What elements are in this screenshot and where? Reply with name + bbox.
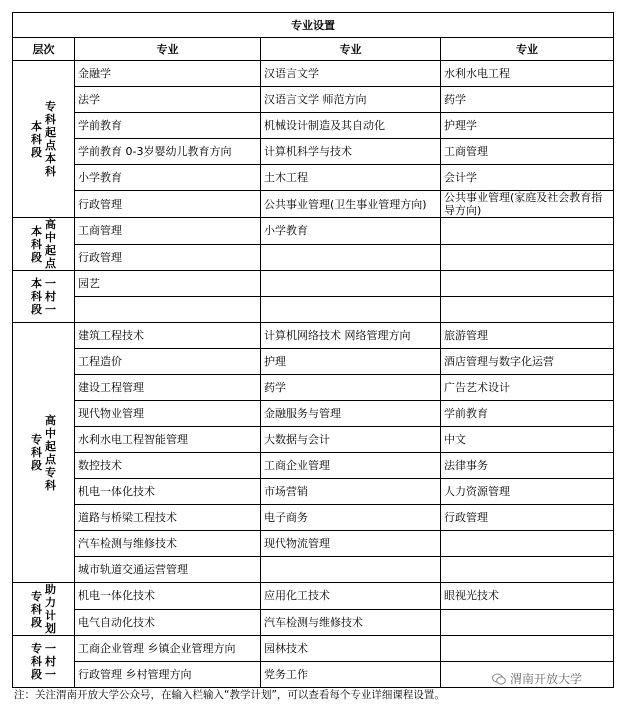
major-cell: 计算机网络技术 网络管理方向 — [261, 323, 441, 349]
major-cell — [261, 271, 441, 297]
major-cell: 眼视光技术 — [441, 583, 614, 610]
major-cell — [441, 636, 614, 662]
major-cell: 酒店管理与数字化运营 — [441, 349, 614, 375]
major-cell: 行政管理 — [441, 505, 614, 531]
major-cell — [441, 557, 614, 583]
major-cell: 会计学 — [441, 165, 614, 191]
sublevel-label: 一 村 一 — [45, 277, 56, 316]
major-cell: 应用化工技术 — [261, 583, 441, 610]
major-cell: 土木工程 — [261, 165, 441, 191]
table-row — [13, 453, 614, 479]
level-label: 本 科 段 — [31, 224, 42, 264]
wechat-icon — [492, 673, 506, 685]
sublevel-label: 高 中 起 点 专 科 — [45, 413, 56, 492]
major-cell: 工商管理 — [75, 218, 261, 245]
major-cell: 园林技术 — [261, 636, 441, 662]
table-row — [13, 531, 614, 557]
level-label: 本 科 段 — [31, 277, 42, 316]
major-cell: 小学教育 — [75, 165, 261, 191]
header-major-3: 专业 — [441, 38, 614, 61]
major-cell: 旅游管理 — [441, 323, 614, 349]
level-cell — [13, 636, 75, 688]
level-cell — [13, 323, 75, 583]
major-cell: 道路与桥梁工程技术 — [75, 505, 261, 531]
header-row — [13, 38, 614, 61]
major-cell — [261, 557, 441, 583]
major-cell: 数控技术 — [75, 453, 261, 479]
level-label: 专 科 段 — [31, 589, 42, 629]
major-cell: 建设工程管理 — [75, 375, 261, 401]
major-cell: 大数据与会计 — [261, 427, 441, 453]
majors-table — [12, 12, 614, 688]
major-cell: 工商管理 — [441, 139, 614, 165]
table-row — [13, 427, 614, 453]
major-cell: 现代物业管理 — [75, 401, 261, 427]
watermark — [492, 670, 582, 687]
major-cell: 党务工作 — [261, 662, 441, 688]
major-cell: 学前教育 — [75, 113, 261, 139]
major-cell — [75, 297, 261, 323]
watermark-text: 渭南开放大学 — [510, 672, 583, 686]
major-cell: 学前教育 0-3岁婴幼儿教育方向 — [75, 139, 261, 165]
table-row — [13, 139, 614, 165]
major-cell: 水利水电工程 — [441, 61, 614, 87]
major-cell: 电子商务 — [261, 505, 441, 531]
major-cell: 行政管理 — [75, 191, 261, 218]
footnote: 注：关注渭南开放大学公众号，在输入栏输入“教学计划”，可以查看每个专业详细课程设置。 — [14, 689, 445, 701]
major-cell: 公共事业管理(家庭及社会教育指导方向) — [441, 191, 614, 218]
major-cell: 园艺 — [75, 271, 261, 297]
table-row — [13, 191, 614, 218]
table-row — [13, 349, 614, 375]
major-cell: 汽车检测与维修技术 — [261, 609, 441, 636]
major-cell: 广告艺术设计 — [441, 375, 614, 401]
table-title: 专业设置 — [13, 13, 614, 38]
table-row — [13, 583, 614, 610]
major-cell: 行政管理 乡村管理方向 — [75, 662, 261, 688]
major-cell: 城市轨道交通运营管理 — [75, 557, 261, 583]
table-row — [13, 636, 614, 662]
header-major-1: 专业 — [75, 38, 261, 61]
major-cell — [441, 531, 614, 557]
major-cell: 工程造价 — [75, 349, 261, 375]
major-cell: 法学 — [75, 87, 261, 113]
major-cell: 机械设计制造及其自动化 — [261, 113, 441, 139]
major-cell — [441, 271, 614, 297]
level-cell — [13, 583, 75, 636]
major-cell: 建筑工程技术 — [75, 323, 261, 349]
table-row — [13, 401, 614, 427]
major-cell: 市场营销 — [261, 479, 441, 505]
major-cell: 工商企业管理 乡镇企业管理方向 — [75, 636, 261, 662]
level-cell — [13, 61, 75, 218]
major-cell: 人力资源管理 — [441, 479, 614, 505]
major-cell — [441, 218, 614, 245]
table-row — [13, 244, 614, 271]
table-row — [13, 609, 614, 636]
table-row — [13, 479, 614, 505]
table-row — [13, 61, 614, 87]
major-cell: 法律事务 — [441, 453, 614, 479]
table-row — [13, 218, 614, 245]
major-cell: 中文 — [441, 427, 614, 453]
major-cell: 计算机科学与技术 — [261, 139, 441, 165]
major-cell: 护理学 — [441, 113, 614, 139]
table-row — [13, 87, 614, 113]
major-cell — [441, 297, 614, 323]
major-cell: 现代物流管理 — [261, 531, 441, 557]
major-cell: 工商企业管理 — [261, 453, 441, 479]
major-cell: 护理 — [261, 349, 441, 375]
table-row — [13, 557, 614, 583]
major-cell — [441, 609, 614, 636]
header-level: 层次 — [13, 38, 75, 61]
table-row — [13, 165, 614, 191]
major-cell: 行政管理 — [75, 244, 261, 271]
level-cell — [13, 271, 75, 323]
table-row — [13, 271, 614, 297]
major-cell: 药学 — [261, 375, 441, 401]
major-cell: 汉语言文学 师范方向 — [261, 87, 441, 113]
level-cell — [13, 218, 75, 271]
sublevel-label: 助 力 计 划 — [45, 583, 56, 635]
major-cell: 水利水电工程智能管理 — [75, 427, 261, 453]
header-major-2: 专业 — [261, 38, 441, 61]
major-cell — [261, 244, 441, 271]
table-row — [13, 113, 614, 139]
major-cell — [261, 297, 441, 323]
table-row — [13, 375, 614, 401]
major-cell: 小学教育 — [261, 218, 441, 245]
table-row — [13, 505, 614, 531]
major-cell: 学前教育 — [441, 401, 614, 427]
major-cell: 公共事业管理(卫生事业管理方向) — [261, 191, 441, 218]
level-label: 本 科 段 — [31, 119, 42, 159]
major-cell: 药学 — [441, 87, 614, 113]
major-cell: 金融服务与管理 — [261, 401, 441, 427]
level-label: 专 科 段 — [31, 433, 42, 472]
table-row — [13, 297, 614, 323]
table-row — [13, 323, 614, 349]
major-cell: 汉语言文学 — [261, 61, 441, 87]
major-cell: 电气自动化技术 — [75, 609, 261, 636]
sublevel-label: 专 科 起 点 本 科 — [45, 100, 56, 178]
major-cell: 机电一体化技术 — [75, 479, 261, 505]
sublevel-label: 高 中 起 点 — [45, 218, 56, 270]
sublevel-label: 一 村 一 — [45, 642, 56, 681]
level-label: 专 科 段 — [31, 642, 42, 681]
major-cell — [441, 244, 614, 271]
major-cell: 金融学 — [75, 61, 261, 87]
major-cell: 机电一体化技术 — [75, 583, 261, 610]
major-cell: 汽车检测与维修技术 — [75, 531, 261, 557]
